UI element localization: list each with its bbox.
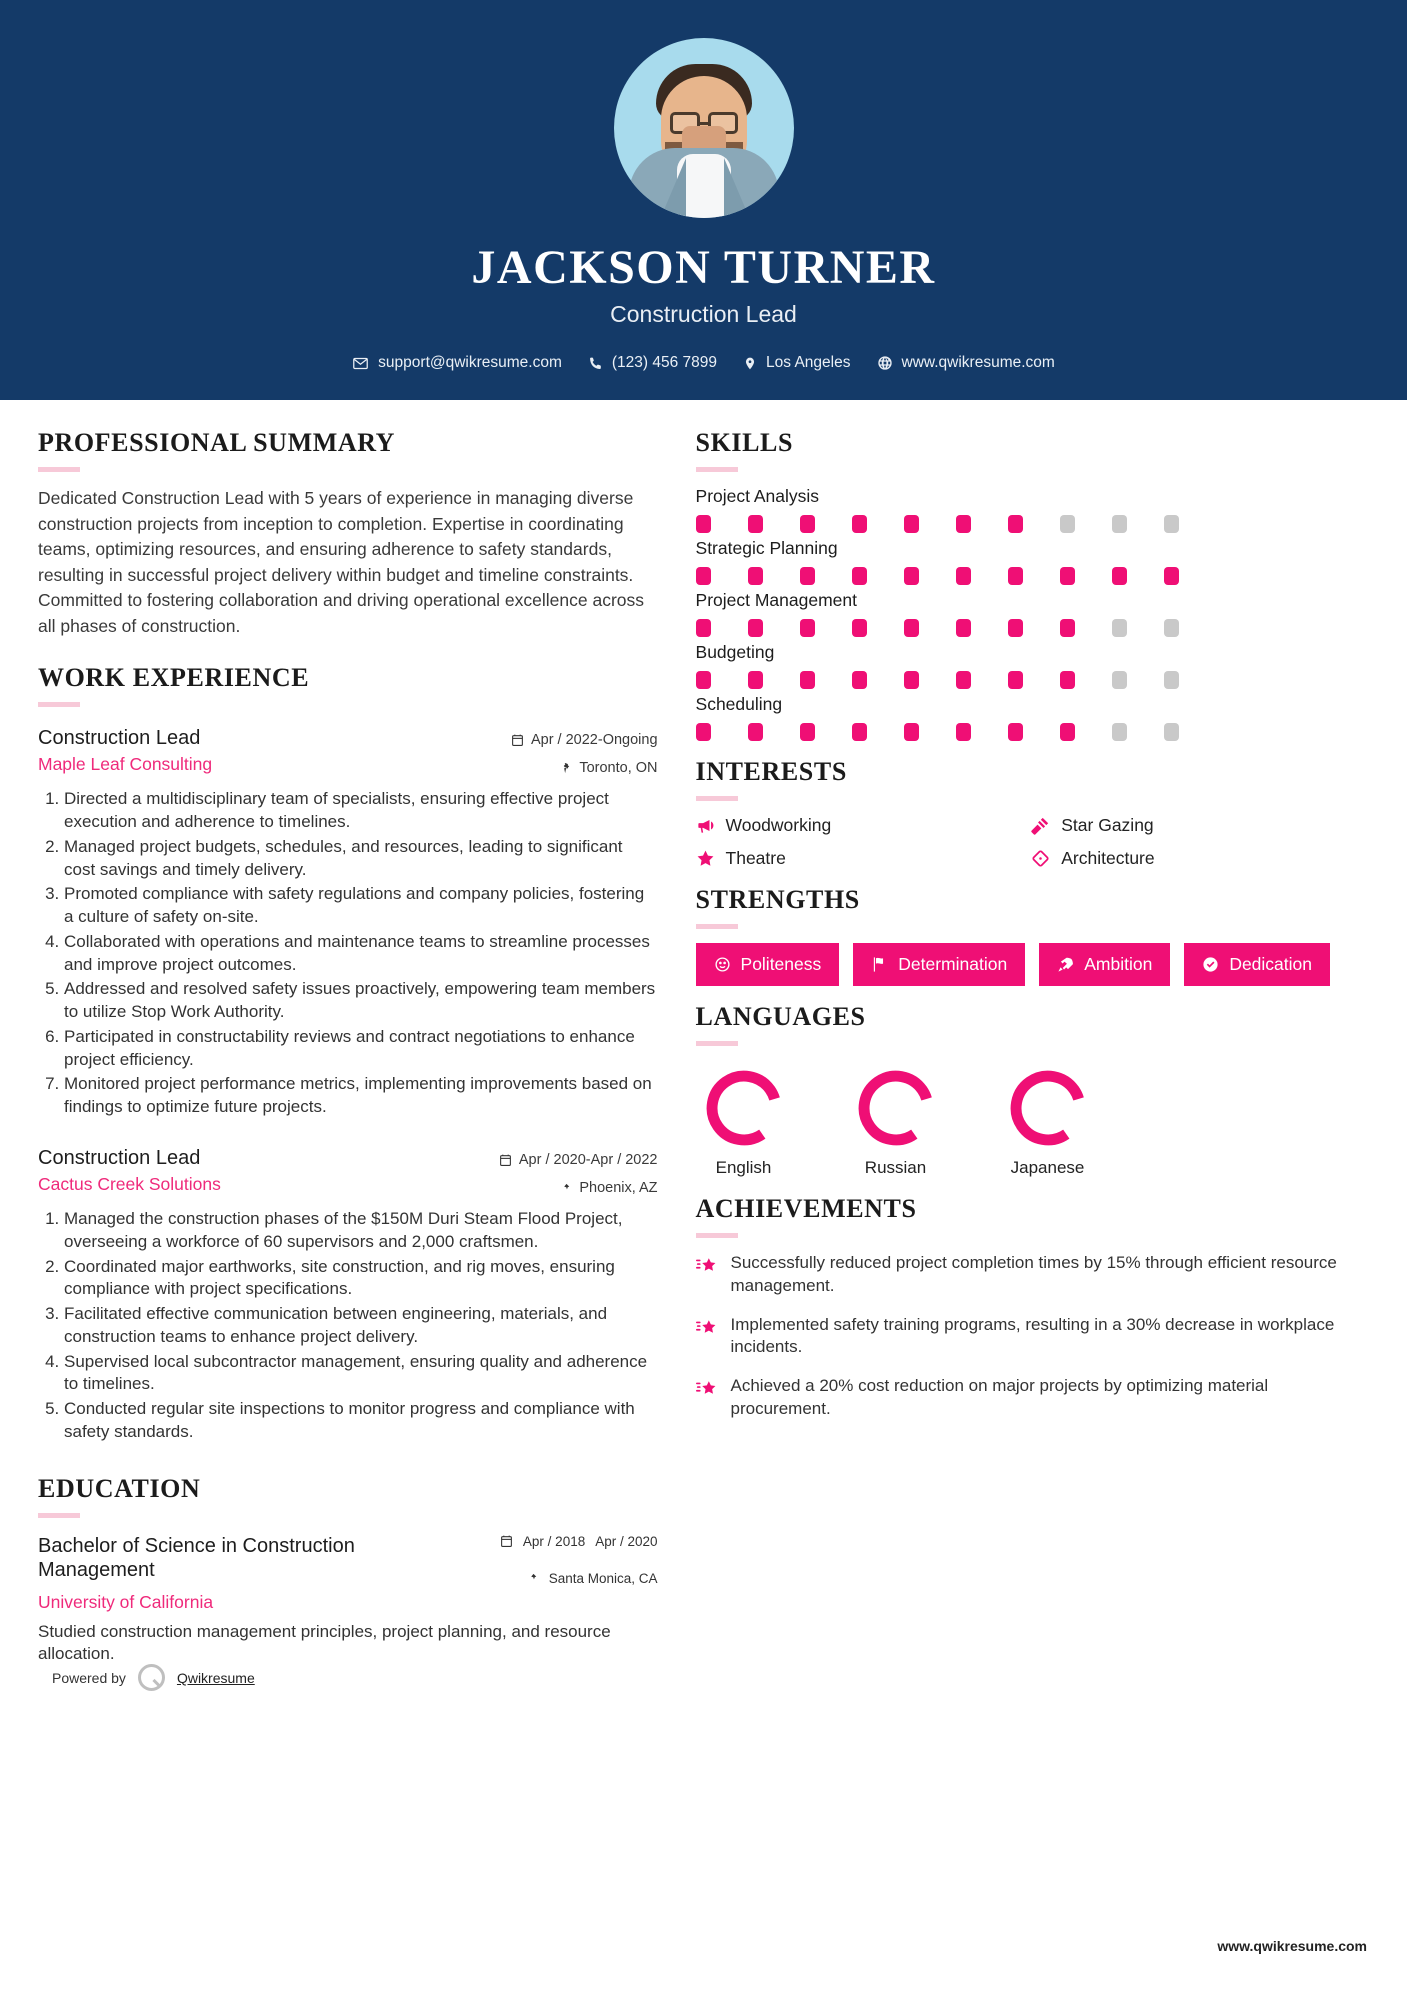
skill-dot	[748, 619, 763, 637]
calendar-icon	[500, 1534, 513, 1548]
job-entry	[38, 727, 658, 1119]
summary-rule	[38, 467, 80, 472]
avatar-wrap	[0, 38, 1407, 218]
avatar-lapel-left	[658, 158, 686, 218]
skill-dot	[1164, 671, 1179, 689]
job-bullet: 5. Conducted regular site inspections to monitor progress and compliance with safety standards.	[64, 1398, 658, 1444]
interest-item	[696, 848, 1032, 869]
achievement-text: Successfully reduced project completion times by 15% through efficient resource management.	[730, 1253, 1337, 1295]
language-item	[848, 1066, 944, 1178]
skill-dot	[904, 671, 919, 689]
achievements-title: ACHIEVEMENTS	[695, 1194, 917, 1223]
job-title: Construction Lead	[38, 727, 201, 750]
job-meta	[499, 1147, 658, 1196]
candidate-role: Construction Lead	[610, 301, 797, 327]
job-dates: Apr / 2022-Ongoing	[530, 732, 658, 749]
education-dates-row	[500, 1534, 658, 1550]
skill-dot	[1060, 671, 1075, 689]
skill-rating	[696, 619, 1367, 637]
strength-label: Politeness	[740, 954, 822, 974]
skill-dot	[800, 671, 815, 689]
language-progress-arc	[702, 1066, 786, 1150]
section-professional-summary	[38, 428, 658, 639]
resume-header	[0, 0, 1407, 400]
skill-dot	[1060, 723, 1075, 741]
skill-dot	[748, 723, 763, 741]
job-bullets	[38, 1208, 658, 1444]
strength-tag	[1184, 943, 1330, 986]
interest-item	[1031, 815, 1367, 836]
achievement-item	[696, 1314, 1367, 1360]
job-bullet: 2. Managed project budgets, schedules, and resources, leading to significant cost savings and timely delivery.	[64, 836, 658, 882]
work-rule	[38, 702, 80, 707]
skill-dot	[748, 515, 763, 533]
skill-dot	[696, 723, 711, 741]
shooting-star-icon	[696, 1378, 718, 1400]
envelope-icon	[352, 355, 369, 372]
job-bullet: 4. Collaborated with operations and maintenance teams to streamline processes and improve project outcomes.	[64, 931, 658, 977]
left-column	[38, 428, 658, 1691]
skill-dot	[956, 567, 971, 585]
job-bullet: 2. Coordinated major earthworks, site construction, and rig moves, ensuring compliance with project specifications.	[64, 1256, 658, 1302]
contact-location-text: Los Angeles	[766, 354, 851, 371]
job-bullet: 1. Managed the construction phases of the $150M Duri Steam Flood Project, overseeing a workforce of 60 supervisors and 2,000 craftsmen.	[64, 1208, 658, 1254]
strengths-rule	[696, 924, 738, 929]
skills-rule	[696, 467, 738, 472]
job-identity	[38, 1147, 221, 1195]
language-progress-arc	[1006, 1066, 1090, 1150]
section-achievements	[696, 1194, 1367, 1421]
language-ring	[1006, 1066, 1090, 1150]
language-item	[1000, 1066, 1096, 1178]
interest-label: Woodworking	[725, 815, 832, 835]
job-title: Construction Lead	[38, 1147, 201, 1169]
skill-dot	[852, 723, 867, 741]
strength-tag	[696, 943, 840, 986]
smiley-icon	[714, 956, 731, 973]
language-ring	[702, 1066, 786, 1150]
skill-item	[696, 590, 1367, 637]
job-location: Toronto, ON	[579, 760, 658, 777]
avatar-lapel-right	[724, 158, 752, 218]
skill-dot	[800, 723, 815, 741]
job-bullets	[38, 788, 658, 1119]
shooting-star-icon	[696, 1255, 718, 1277]
skill-rating	[696, 515, 1367, 533]
job-bullet: 6. Participated in constructability reviews and contract negotiations to enhance project efficiency.	[64, 1026, 658, 1072]
skill-dot	[1008, 567, 1023, 585]
skill-dot	[956, 671, 971, 689]
skill-dot	[1008, 671, 1023, 689]
job-bullet: 3. Promoted compliance with safety regulations and company policies, fostering a culture of safety on-site.	[64, 883, 658, 929]
skills-list	[696, 486, 1367, 741]
education-location: Santa Monica, CA	[548, 1571, 658, 1587]
interest-label: Star Gazing	[1061, 815, 1154, 835]
skill-dot	[1060, 515, 1075, 533]
job-header	[38, 727, 658, 776]
section-education	[38, 1474, 658, 1692]
education-start-date: Apr / 2018	[522, 1533, 586, 1549]
megaphone-icon	[696, 816, 715, 835]
contact-website[interactable]	[871, 354, 1061, 372]
job-bullet: 7. Monitored project performance metrics, implementing improvements based on findings to optimize future projects.	[64, 1073, 658, 1119]
skill-item	[696, 642, 1367, 689]
languages-rule	[696, 1041, 738, 1046]
skill-dot	[1008, 515, 1023, 533]
skill-dot	[748, 671, 763, 689]
qwikresume-link[interactable]: Qwikresume	[176, 1669, 255, 1686]
skill-name: Project Analysis	[695, 486, 820, 506]
job-identity	[38, 727, 212, 775]
strengths-list	[696, 943, 1367, 986]
contact-email-text: support@qwikresume.com	[378, 354, 562, 371]
star-icon	[696, 849, 715, 868]
job-bullet: 3. Facilitated effective communication between engineering, materials, and construction teams to enhance project delivery.	[64, 1303, 658, 1349]
section-interests	[696, 757, 1367, 869]
skill-dot	[852, 671, 867, 689]
skill-dot	[696, 567, 711, 585]
interests-title: INTERESTS	[695, 757, 847, 786]
interest-label: Theatre	[725, 848, 786, 868]
section-strengths	[696, 885, 1367, 986]
skill-dot	[1060, 619, 1075, 637]
education-identity	[38, 1534, 428, 1613]
avatar	[614, 38, 794, 218]
education-meta	[500, 1534, 658, 1587]
interests-rule	[696, 796, 738, 801]
skill-dot	[904, 723, 919, 741]
skill-dot	[800, 619, 815, 637]
language-progress-arc	[854, 1066, 938, 1150]
education-rule	[38, 1513, 80, 1518]
strength-tag	[853, 943, 1025, 986]
pin-icon	[561, 1182, 572, 1195]
interest-item	[1031, 848, 1367, 869]
job-bullet: 4. Supervised local subcontractor management, ensuring quality and adherence to timelines.	[64, 1351, 658, 1397]
skill-item	[696, 538, 1367, 585]
skill-dot	[904, 567, 919, 585]
skill-dot	[852, 567, 867, 585]
strength-tag	[1039, 943, 1170, 986]
skill-name: Project Management	[695, 590, 857, 610]
education-description: Studied construction management principles, project planning, and resource allocation.	[38, 1621, 611, 1664]
strength-label: Determination	[898, 954, 1008, 974]
skill-item	[696, 486, 1367, 533]
map-pin-icon	[743, 355, 757, 372]
contact-phone-text: (123) 456 7899	[611, 354, 718, 371]
job-dates-row	[499, 1152, 658, 1168]
education-location-row	[500, 1571, 658, 1587]
shooting-star-icon	[696, 1317, 718, 1339]
education-title: EDUCATION	[38, 1473, 201, 1503]
right-column	[688, 428, 1367, 1691]
education-school: University of California	[38, 1591, 214, 1612]
skill-dot	[696, 671, 711, 689]
qwikresume-logo-icon	[138, 1664, 165, 1691]
job-organization: Maple Leaf Consulting	[38, 754, 213, 775]
contact-bar	[0, 354, 1407, 372]
strength-label: Dedication	[1229, 954, 1313, 974]
pin-icon	[528, 1572, 539, 1585]
skill-dot	[1008, 723, 1023, 741]
languages-list	[696, 1060, 1367, 1178]
skill-dot	[1008, 619, 1023, 637]
skill-item	[696, 694, 1367, 741]
skill-rating	[696, 567, 1367, 585]
skill-dot	[1112, 567, 1127, 585]
strengths-title: STRENGTHS	[695, 885, 860, 914]
summary-title: PROFESSIONAL SUMMARY	[38, 428, 396, 457]
skills-title: SKILLS	[695, 428, 794, 457]
skill-dot	[1112, 723, 1127, 741]
skill-name: Budgeting	[695, 642, 775, 662]
skill-dot	[800, 515, 815, 533]
education-entry	[38, 1534, 658, 1613]
job-location: Phoenix, AZ	[579, 1180, 658, 1196]
gavel-icon	[1031, 816, 1050, 835]
check-circle-icon	[1202, 956, 1219, 973]
job-organization: Cactus Creek Solutions	[38, 1174, 221, 1194]
interest-label: Architecture	[1061, 848, 1155, 868]
skill-dot	[852, 619, 867, 637]
skill-dot	[1112, 515, 1127, 533]
skill-dot	[904, 619, 919, 637]
skill-dot	[800, 567, 815, 585]
resume-body	[0, 400, 1407, 1691]
flag-icon	[871, 956, 888, 973]
contact-email[interactable]	[346, 354, 568, 372]
education-end-date: Apr / 2020	[595, 1533, 658, 1549]
skill-dot	[1060, 567, 1075, 585]
contact-location[interactable]	[737, 354, 856, 372]
work-title: WORK EXPERIENCE	[38, 663, 310, 693]
job-header	[38, 1147, 658, 1196]
powered-by-label: Powered by	[52, 1669, 126, 1686]
skill-dot	[696, 515, 711, 533]
section-skills	[696, 428, 1367, 741]
footer-url: www.qwikresume.com	[1217, 1938, 1367, 1954]
skill-dot	[956, 515, 971, 533]
section-languages	[696, 1002, 1367, 1178]
skill-dot	[696, 619, 711, 637]
skill-dot	[1164, 567, 1179, 585]
section-work-experience	[38, 663, 658, 1443]
job-bullet: 1. Directed a multidisciplinary team of specialists, ensuring effective project execution and adherence to timelines.	[64, 788, 658, 834]
calendar-icon	[499, 1153, 512, 1167]
skill-dot	[1164, 723, 1179, 741]
language-label: Japanese	[1010, 1158, 1085, 1177]
language-item	[696, 1066, 792, 1178]
skill-dot	[1112, 671, 1127, 689]
achievement-item	[696, 1375, 1367, 1421]
powered-by	[38, 1664, 658, 1691]
skill-dot	[1164, 619, 1179, 637]
pin-icon	[561, 762, 572, 775]
contact-phone[interactable]	[582, 354, 723, 372]
achievement-text: Achieved a 20% cost reduction on major projects by optimizing material procurement.	[730, 1376, 1269, 1418]
skill-rating	[696, 723, 1367, 741]
strength-label: Ambition	[1084, 954, 1153, 974]
interest-item	[696, 815, 1032, 836]
languages-title: LANGUAGES	[695, 1002, 866, 1031]
achievement-text: Implemented safety training programs, resulting in a 30% decrease in workplace incidents.	[730, 1314, 1335, 1357]
education-degree: Bachelor of Science in Construction Management	[38, 1534, 355, 1581]
globe-icon	[877, 355, 893, 371]
skill-dot	[904, 515, 919, 533]
job-dates-row	[511, 732, 658, 748]
interests-list	[696, 815, 1367, 869]
achievements-rule	[696, 1233, 738, 1238]
candidate-name: JACKSON TURNER	[471, 241, 936, 294]
job-dates: Apr / 2020-Apr / 2022	[518, 1152, 658, 1168]
job-entry	[38, 1147, 658, 1444]
job-location-row	[511, 760, 658, 776]
job-meta	[511, 727, 658, 776]
skill-dot	[956, 619, 971, 637]
language-label: Russian	[864, 1158, 927, 1177]
skill-dot	[852, 515, 867, 533]
ticket-icon	[1031, 849, 1050, 868]
contact-website-text: www.qwikresume.com	[901, 354, 1055, 371]
rocket-icon	[1057, 956, 1074, 973]
skill-dot	[956, 723, 971, 741]
skill-dot	[1112, 619, 1127, 637]
skill-name: Strategic Planning	[695, 538, 838, 558]
skill-rating	[696, 671, 1367, 689]
job-bullet: 5. Addressed and resolved safety issues proactively, empowering team members to utilize Stop Work Authority.	[64, 978, 658, 1024]
skill-dot	[748, 567, 763, 585]
job-location-row	[499, 1180, 658, 1196]
phone-icon	[588, 356, 603, 371]
language-label: English	[715, 1158, 772, 1177]
skill-name: Scheduling	[695, 694, 783, 714]
skill-dot	[1164, 515, 1179, 533]
calendar-icon	[511, 733, 524, 747]
language-ring	[854, 1066, 938, 1150]
achievement-item	[696, 1252, 1367, 1298]
summary-text: Dedicated Construction Lead with 5 years of experience in managing diverse construction projects from inception to completion. Expertise in coordinating teams, optimizing resources, and ensuring adherence to safety standards, resulting in successful project delivery within budget and timeline constraints. Committed to fostering collaboration and driving operational excellence across all phases of construction.	[38, 488, 645, 636]
